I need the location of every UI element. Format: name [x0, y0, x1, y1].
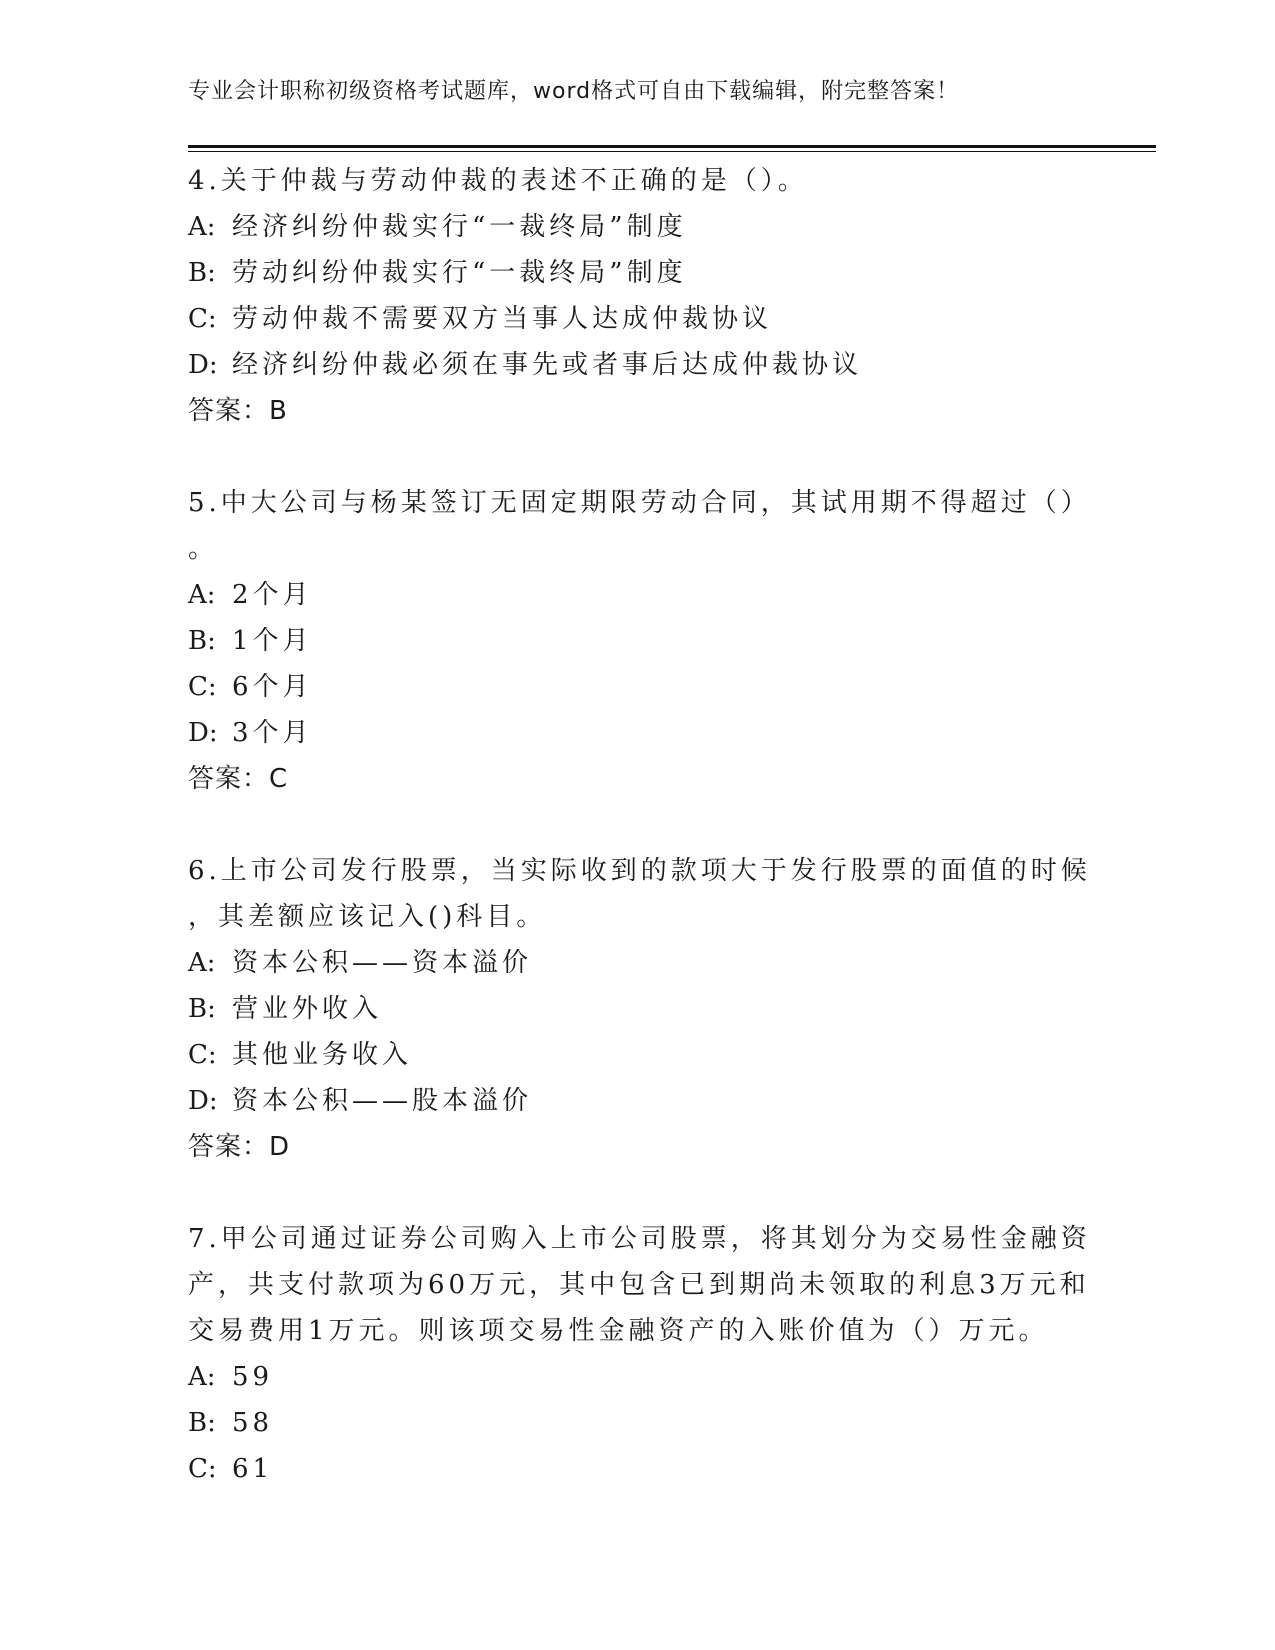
option-label: B: — [188, 1408, 216, 1438]
option-label: A: — [188, 212, 216, 242]
option-row — [188, 986, 1088, 1032]
option-row — [188, 1354, 1088, 1400]
option-text: 3个月 — [232, 718, 313, 748]
question-stem-line: ，其差额应该记入()科目。 — [188, 902, 547, 932]
option-row — [188, 1032, 1088, 1078]
option-text: 资本公积——股本溢价 — [232, 1086, 533, 1116]
option-label: C: — [188, 1454, 217, 1484]
option-text: 58 — [232, 1408, 274, 1438]
header-rule-thick — [188, 145, 1156, 148]
option-label: C: — [188, 304, 217, 334]
option-row — [188, 250, 1088, 296]
question-block — [188, 848, 1091, 1170]
option-label: A: — [188, 948, 216, 978]
option-row — [188, 1400, 1088, 1446]
question-stem-line: 6.上市公司发行股票，当实际收到的款项大于发行股票的面值的时候 — [188, 856, 1091, 886]
question-stem-line: 。 — [188, 534, 219, 564]
option-text: 6个月 — [232, 672, 313, 702]
option-text: 经济纠纷仲裁实行“一裁终局”制度 — [232, 212, 687, 242]
option-label: B: — [188, 626, 216, 656]
option-row — [188, 342, 1088, 388]
header-rule-thin — [188, 151, 1156, 152]
option-row — [188, 572, 1088, 618]
option-text: 其他业务收入 — [232, 1040, 413, 1070]
option-text: 61 — [232, 1454, 274, 1484]
option-text: 劳动纠纷仲裁实行“一裁终局”制度 — [232, 258, 687, 288]
question-block — [188, 1216, 1091, 1492]
option-row — [188, 1446, 1088, 1492]
question-stem-line: 7.甲公司通过证券公司购入上市公司股票，将其划分为交易性金融资 — [188, 1224, 1091, 1254]
option-label: D: — [188, 718, 218, 748]
question-stem-line: 4.关于仲裁与劳动仲裁的表述不正确的是（）。 — [188, 166, 808, 196]
option-row — [188, 710, 1088, 756]
option-row — [188, 664, 1088, 710]
option-row — [188, 940, 1088, 986]
option-text: 经济纠纷仲裁必须在事先或者事后达成仲裁协议 — [232, 350, 863, 380]
option-label: D: — [188, 1086, 218, 1116]
option-label: A: — [188, 580, 216, 610]
option-row — [188, 1078, 1088, 1124]
option-row — [188, 296, 1088, 342]
answer-line: 答案：B — [188, 396, 288, 426]
question-stem-line: 5.中大公司与杨某签订无固定期限劳动合同，其试用期不得超过（） — [188, 488, 1091, 518]
option-label: D: — [188, 350, 218, 380]
option-text: 2个月 — [232, 580, 313, 610]
question-list — [188, 158, 1091, 1538]
option-text: 59 — [232, 1362, 274, 1392]
question-stem-line: 交易费用1万元。则该项交易性金融资产的入账价值为（）万元。 — [188, 1316, 1049, 1346]
option-label: C: — [188, 672, 217, 702]
option-label: B: — [188, 994, 216, 1024]
option-text: 资本公积——资本溢价 — [232, 948, 533, 978]
answer-line: 答案：C — [188, 764, 289, 794]
option-label: B: — [188, 258, 216, 288]
option-text: 1个月 — [232, 626, 313, 656]
option-label: A: — [188, 1362, 216, 1392]
question-block — [188, 480, 1091, 802]
option-text: 劳动仲裁不需要双方当事人达成仲裁协议 — [232, 304, 773, 334]
option-label: C: — [188, 1040, 217, 1070]
page-header: 专业会计职称初级资格考试题库，word格式可自由下载编辑，附完整答案！ — [188, 79, 960, 104]
answer-line: 答案：D — [188, 1132, 291, 1162]
option-text: 营业外收入 — [232, 994, 383, 1024]
question-block — [188, 158, 1088, 434]
option-row — [188, 618, 1088, 664]
option-row — [188, 204, 1088, 250]
question-stem-line: 产，共支付款项为60万元，其中包含已到期尚未领取的利息3万元和 — [188, 1270, 1090, 1300]
